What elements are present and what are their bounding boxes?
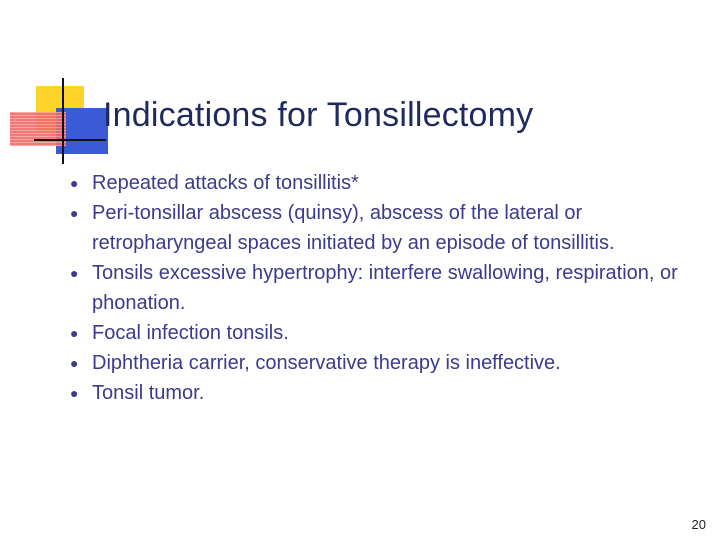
bullet-icon: ● xyxy=(70,325,79,341)
bullet-item xyxy=(70,198,710,258)
bullet-text: Tonsil tumor. xyxy=(92,382,205,404)
bullet-icon: ● xyxy=(70,355,79,371)
slide-title: Indications for Tonsillectomy xyxy=(103,96,534,134)
bullet-icon: ● xyxy=(70,205,79,221)
bullet-icon: ● xyxy=(70,175,79,191)
bullet-item xyxy=(70,258,710,318)
bullet-icon: ● xyxy=(70,385,79,401)
bullet-item xyxy=(70,348,710,378)
bullet-text: Focal infection tonsils. xyxy=(92,322,289,344)
bullet-text: Peri-tonsillar abscess (quinsy), abscess of the lateral or retropharyngeal spaces initiated by an episode of tonsillitis. xyxy=(92,202,615,254)
horizontal-line xyxy=(34,139,106,141)
page-number: 20 xyxy=(691,517,706,532)
bullet-item xyxy=(70,378,710,408)
bullet-item xyxy=(70,318,710,348)
bullet-text: Diphtheria carrier, conservative therapy is ineffective. xyxy=(92,352,561,374)
bullet-icon: ● xyxy=(70,265,79,281)
vertical-line xyxy=(62,78,64,164)
bullet-text: Repeated attacks of tonsillitis* xyxy=(92,172,359,194)
bullet-list xyxy=(70,168,710,408)
bullet-item xyxy=(70,168,710,198)
bullet-text: Tonsils excessive hypertrophy: interfere swallowing, respiration, or phonation. xyxy=(92,262,678,314)
slide-logo-decoration xyxy=(0,0,110,170)
